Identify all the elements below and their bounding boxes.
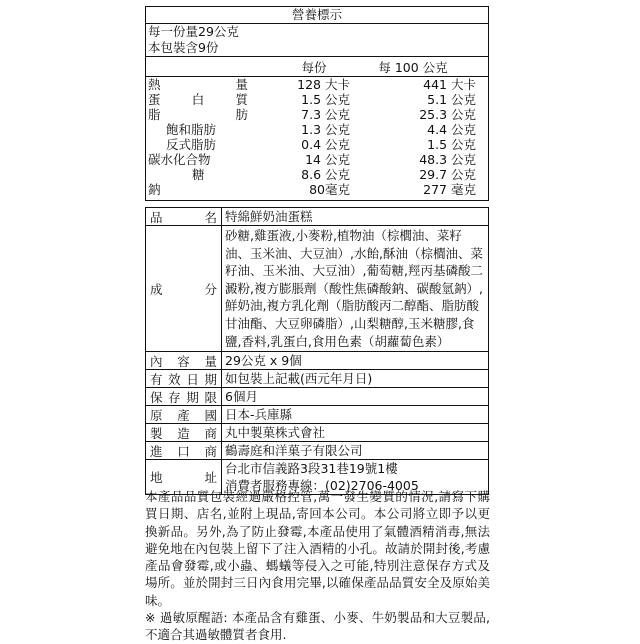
per-serving-header: 每份 bbox=[301, 60, 327, 75]
nutrient-label: 碳水化合物 bbox=[148, 152, 211, 167]
manufacturer-row bbox=[146, 424, 488, 442]
per-100g-value: 25.3 公克 bbox=[419, 107, 476, 122]
per-serving-value: 14 公克 bbox=[305, 152, 350, 167]
nutrition-row-calories bbox=[146, 77, 488, 92]
consumer-hotline: 消費者服務專線：(02)2706-4005 bbox=[225, 478, 419, 494]
net-content-label: 內 容 量 bbox=[150, 353, 217, 369]
per-serving-value: 7.3 公克 bbox=[301, 107, 350, 122]
per-100g-value: 29.7 公克 bbox=[419, 167, 476, 182]
per-serving-value: 1.5 公克 bbox=[301, 92, 350, 107]
nutrition-row-protein bbox=[146, 92, 488, 107]
nutrient-label: 鈉 bbox=[148, 182, 161, 197]
per-serving-value: 8.6 公克 bbox=[301, 167, 350, 182]
manufacturer-label: 製 造 商 bbox=[150, 425, 217, 441]
origin-row bbox=[146, 406, 488, 424]
nutrition-row-trans-fat bbox=[146, 137, 488, 152]
address-label: 地 址 bbox=[150, 470, 217, 486]
nutrition-title: 營養標示 bbox=[146, 7, 488, 24]
per-100g-header: 每 100 公克 bbox=[378, 60, 448, 75]
importer-value: 鶴壽庭和洋菓子有限公司 bbox=[225, 443, 363, 459]
product-info-table bbox=[145, 207, 489, 495]
nutrition-row-saturated-fat bbox=[146, 122, 488, 137]
nutrition-row-carbohydrate bbox=[146, 152, 488, 167]
per-100g-value: 5.1 公克 bbox=[427, 92, 476, 107]
shelf-life-value: 6個月 bbox=[225, 389, 258, 405]
allergy-warning: ※ 過敏原醒語: 本產品含有雞蛋、小麥、牛奶製品和大豆製品,不適合其過敏體質者食用. bbox=[145, 610, 490, 643]
shelf-life-label: 保 存 期 限 bbox=[150, 389, 217, 405]
nutrition-rows bbox=[146, 77, 488, 200]
ingredients-row bbox=[146, 226, 488, 352]
nutrient-label: 脂 肪 bbox=[148, 107, 248, 122]
nutrition-facts-box bbox=[145, 6, 489, 201]
servings-per-package: 本包裝含9份 bbox=[146, 40, 488, 57]
net-content-row bbox=[146, 352, 488, 370]
serving-size: 每一份量29公克 bbox=[148, 24, 239, 39]
nutrition-column-header bbox=[146, 60, 488, 77]
importer-label: 進 口 商 bbox=[150, 443, 217, 459]
label-panel bbox=[145, 6, 489, 495]
shelf-life-row bbox=[146, 388, 488, 406]
per-100g-value: 441 大卡 bbox=[423, 77, 476, 92]
product-name-row bbox=[146, 208, 488, 226]
per-serving-value: 128 大卡 bbox=[297, 77, 350, 92]
ingredients-text: 砂糖,雞蛋液,小麥粉,植物油（棕櫚油、菜籽油、玉米油、大豆油）,水飴,酥油（棕櫚油、菜籽油、玉米油、大豆油）,葡萄糖,羥丙基磷酸二澱粉,複方膨脹劑（酸性焦磷酸鈉、碳酸氫鈉）,鮮奶油,複方乳化劑（脂肪酸丙二醇酯、脂肪酸甘油酯、大豆卵磷脂）,山梨糖醇,玉米糖膠,食鹽,香料,乳蛋白,食用色素（胡蘿蔔色素） bbox=[225, 228, 483, 349]
expiry-label: 有 效 日 期 bbox=[150, 371, 217, 387]
nutrient-label: 飽和脂肪 bbox=[166, 122, 217, 137]
product-name-label: 品 名 bbox=[150, 209, 217, 225]
per-100g-value: 1.5 公克 bbox=[427, 137, 476, 152]
product-name: 特綿鮮奶油蛋糕 bbox=[225, 209, 313, 224]
address-value: 台北市信義路3段31巷19號1樓 bbox=[225, 461, 398, 477]
nutrient-label: 熱 量 bbox=[148, 77, 248, 92]
per-100g-value: 48.3 公克 bbox=[419, 152, 476, 167]
per-serving-value: 1.3 公克 bbox=[301, 122, 350, 137]
nutrient-label: 蛋 白 質 bbox=[148, 92, 248, 107]
per-100g-value: 4.4 公克 bbox=[427, 122, 476, 137]
origin-value: 日本-兵庫縣 bbox=[225, 407, 293, 423]
expiry-value: 如包裝上記載(西元年月日) bbox=[225, 371, 373, 387]
nutrient-label: 糖 bbox=[192, 167, 205, 182]
expiry-row bbox=[146, 370, 488, 388]
per-serving-value: 0.4 公克 bbox=[301, 137, 350, 152]
nutrition-row-sodium bbox=[146, 182, 488, 197]
ingredients-label: 成 分 bbox=[150, 281, 217, 297]
origin-label: 原 產 國 bbox=[150, 407, 217, 423]
net-content: 29公克 x 9個 bbox=[225, 353, 302, 369]
nutrition-row-sugar bbox=[146, 167, 488, 182]
quality-notice-text: 本產品品質包裝經過嚴格控管,萬一發生變質的情況,請寫下購買日期、店名,並附上現品,寄回本公司。本公司將立即予以更換新品。另外,為了防止發霉,本產品使用了氣體酒精消毒,無法避免地在內包裝上留下了注入酒精的小孔。故請於開封後,考慮產品會發霉,或小蟲、螞蟻等侵入之可能,特別注意保存方式及場所。並於開封三日內食用完畢,以確保產品品質安全及原始美味。 bbox=[145, 489, 490, 608]
per-serving-value: 80毫克 bbox=[309, 182, 350, 197]
quality-notes bbox=[145, 488, 490, 644]
nutrition-row-fat bbox=[146, 107, 488, 122]
importer-row bbox=[146, 442, 488, 460]
manufacturer-value: 丸中製菓株式會社 bbox=[225, 425, 326, 441]
nutrient-label: 反式脂肪 bbox=[166, 137, 217, 152]
per-100g-value: 277 毫克 bbox=[423, 182, 476, 197]
